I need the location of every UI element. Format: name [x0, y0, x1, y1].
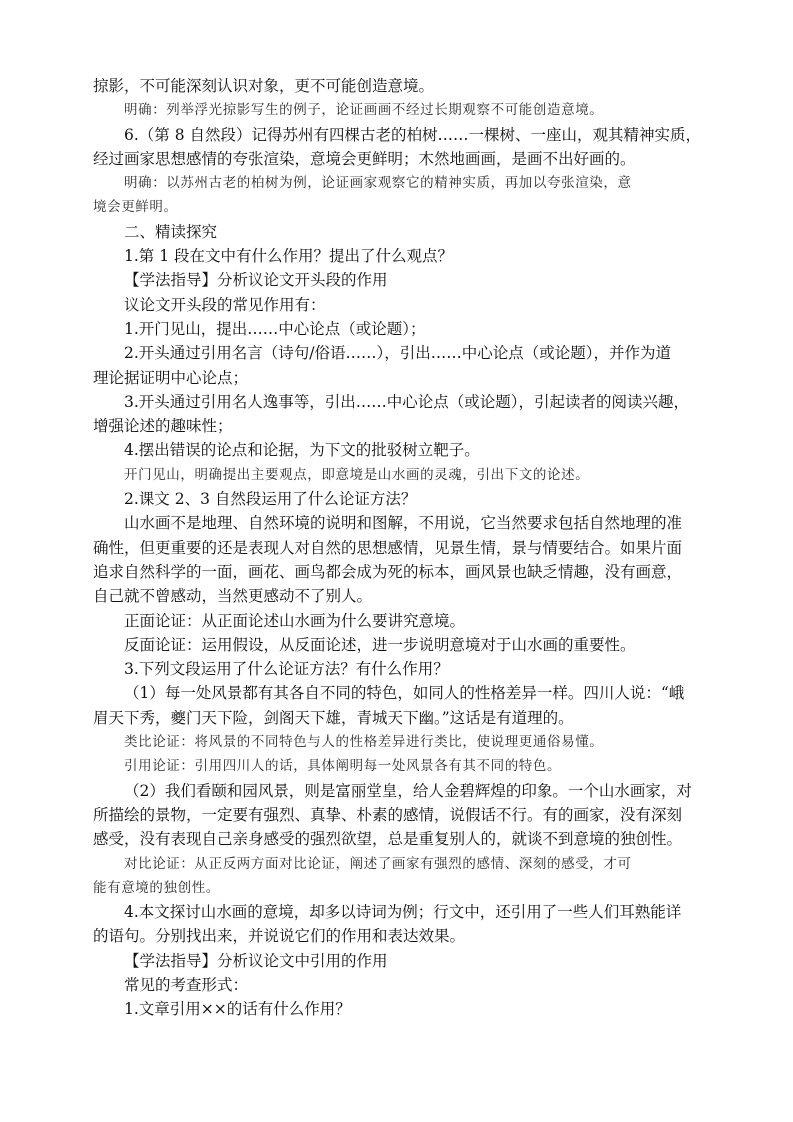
text-line: 议论文开头段的常见作用有：: [124, 295, 326, 314]
text-line: 经过画家思想感情的夸张渲染，意境会更鲜明；木然地画画，是画不出好画的。: [93, 149, 636, 168]
text-line: 常见的考查形式：: [124, 975, 249, 994]
text-line: 4.本文探讨山水画的意境，却多以诗词为例；行文中，还引用了一些人们耳熟能详: [124, 903, 682, 922]
text-line: 增强论述的趣味性；: [93, 417, 233, 436]
text-line: 山水画不是地理、自然环境的说明和图解，不用说，它当然要求包括自然地理的准: [124, 514, 683, 533]
text-line: 【学法指导】分析议论文中引用的作用: [124, 951, 388, 970]
text-line: 感受，没有表现自己亲身感受的强烈欲望，总是重复别人的，就谈不到意境的独创性。: [93, 830, 683, 849]
text-line: 掠影，不可能深刻认识对象，更不可能创造意境。: [93, 77, 435, 95]
answer-note-line: 明确：列举浮光掠影写生的例子，论证画画不经过长期观察不可能创造意境。: [124, 102, 604, 119]
text-line: 1.文章引用××的话有什么作用？: [124, 1000, 351, 1019]
document-body: [93, 74, 709, 1022]
answer-note-line: 对比论证：从正反两方面对比论证，阐述了画家有强烈的感情、深刻的感受，才可: [124, 855, 632, 872]
text-line: 2.课文 2、3 自然段运用了什么论证方法？: [124, 490, 417, 509]
text-line: 所描绘的景物，一定要有强烈、真挚、朴素的感情，说假话不行。有的画家，没有深刻: [93, 805, 683, 824]
text-line: 3.开头通过引用名人逸事等，引出……中心论点（或论题），引起读者的阅读兴趣，: [124, 392, 690, 411]
text-line: 确性，但更重要的还是表现人对自然的思想感情，见景生情，景与情要结合。如果片面: [93, 538, 683, 557]
text-line: 1.第 1 段在文中有什么作用？提出了什么观点？: [124, 247, 454, 266]
text-line: 理论据证明中心论点；: [93, 368, 249, 387]
answer-note-line: 类比论证：将风景的不同特色与人的性格差异进行类比，使说理更通俗易懂。: [124, 734, 604, 751]
text-line: 【学法指导】分析议论文开头段的作用: [124, 271, 388, 290]
text-line: 2.开头通过引用名言（诗句/俗语……），引出……中心论点（或论题），并作为道: [124, 344, 672, 363]
text-line: 4.摆出错误的论点和论据，为下文的批驳树立靶子。: [124, 441, 480, 460]
text-line: 正面论证：从正面论述山水画为什么要讲究意境。: [124, 611, 466, 630]
text-line: 自己就不曾感动，当然更感动不了别人。: [93, 587, 373, 606]
text-line: （1）每一处风景都有其各自不同的特色，如同人的性格差异一样。四川人说：“峨: [124, 684, 685, 703]
text-line: 二、精读探究: [124, 222, 218, 241]
answer-note-line: 明确：以苏州古老的柏树为例，论证画家观察它的精神实质，再加以夸张渲染，意: [124, 175, 632, 192]
text-line: （2）我们看颐和园风景，则是富丽堂皇，给人金碧辉煌的印象。一个山水画家，对: [124, 781, 692, 800]
answer-note-line: 引用论证：引用四川人的话，具体阐明每一处风景各有其不同的特色。: [124, 758, 562, 775]
answer-note-line: 开门见山，明确提出主要观点，即意境是山水画的灵魂，引出下文的论述。: [124, 466, 590, 483]
text-line: 1.开门见山，提出……中心论点（或论题）；: [124, 319, 426, 338]
text-line: 3.下列文段运用了什么论证方法？有什么作用？: [124, 660, 449, 679]
text-line: 反面论证：运用假设，从反面论述，进一步说明意境对于山水画的重要性。: [124, 635, 636, 654]
answer-note-line: 能有意境的独创性。: [93, 879, 220, 896]
text-line: 追求自然科学的一面，画花、画鸟都会成为死的标本，画风景也缺乏情趣，没有画意，: [93, 562, 683, 581]
text-line: 6.（第 8 自然段）记得苏州有四棵古老的柏树……一棵树、一座山，观其精神实质，: [124, 125, 702, 144]
text-line: 的语句。分别找出来，并说说它们的作用和表达效果。: [93, 927, 466, 946]
text-line: 眉天下秀，夔门天下险，剑阁天下雄，青城天下幽。”这话是有道理的。: [93, 708, 574, 727]
answer-note-line: 境会更鲜明。: [93, 199, 178, 216]
